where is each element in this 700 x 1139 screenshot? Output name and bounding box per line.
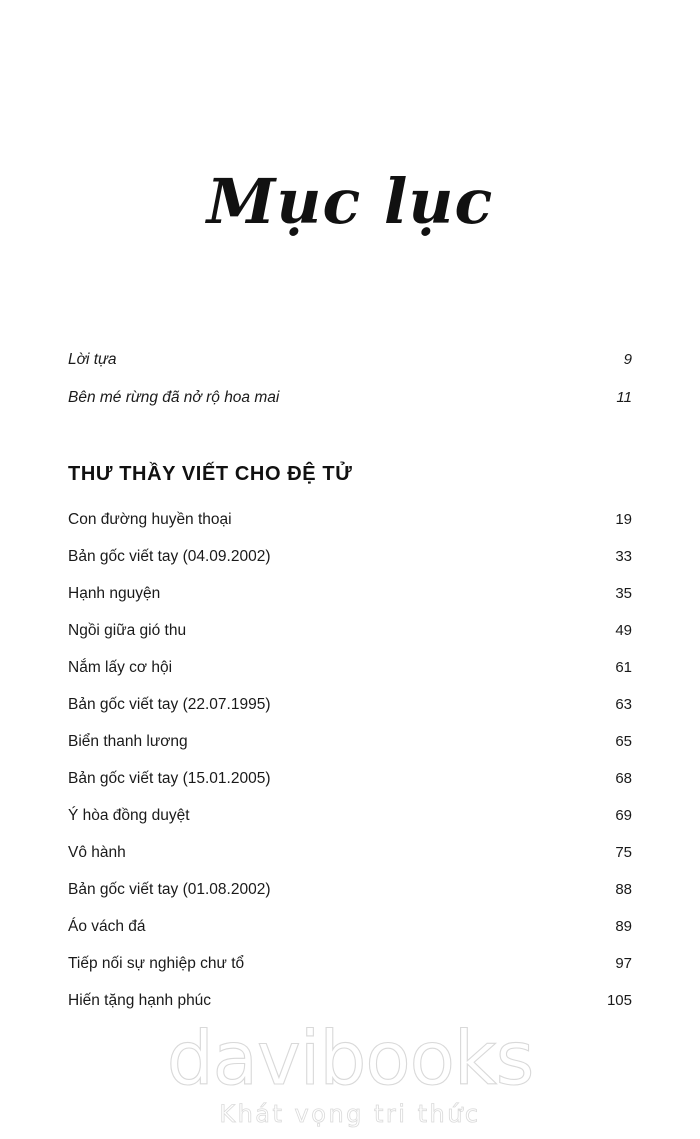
toc-entry-page: 61 (615, 659, 632, 676)
toc-entry[interactable] (68, 390, 632, 428)
toc-entry-page: 65 (615, 733, 632, 750)
section-heading: THƯ THẦY VIẾT CHO ĐỆ TỬ (68, 463, 353, 485)
toc-entry-label: Nắm lấy cơ hội (68, 659, 173, 676)
toc-entry-label: Bản gốc viết tay (04.09.2002) (68, 548, 271, 565)
toc-entry-page: 9 (623, 351, 632, 368)
toc-entry-label: Hạnh nguyện (68, 585, 161, 602)
toc-entry[interactable] (68, 352, 632, 390)
toc-entry-page: 11 (616, 388, 632, 406)
toc-entry-label: Lời tựa (68, 351, 117, 368)
watermark-tagline: Khát vọng tri thức (219, 1100, 481, 1128)
toc-entry-page: 69 (615, 807, 632, 824)
toc-entry-label: Bên mé rừng đã nở rộ hoa mai (68, 388, 280, 406)
toc-entry[interactable] (68, 697, 632, 734)
toc-entry[interactable] (68, 623, 632, 660)
toc-entry-label: Biển thanh lương (68, 733, 188, 750)
toc-entry[interactable] (68, 919, 632, 956)
toc-entry[interactable] (68, 586, 632, 623)
toc-entry-label: Hiến tặng hạnh phúc (68, 992, 212, 1009)
toc-list (68, 352, 632, 1030)
toc-entry-label: Vô hành (68, 844, 126, 861)
toc-entry[interactable] (68, 956, 632, 993)
toc-entry[interactable] (68, 845, 632, 882)
toc-entry[interactable] (68, 660, 632, 697)
toc-entry-page: 105 (606, 992, 632, 1009)
chapter-group (68, 512, 632, 1030)
toc-entry[interactable] (68, 808, 632, 845)
toc-entry-page: 97 (615, 955, 632, 972)
toc-entry-page: 33 (615, 548, 632, 565)
toc-entry-label: Bản gốc viết tay (15.01.2005) (68, 770, 271, 787)
toc-entry-page: 89 (615, 918, 632, 935)
toc-entry-label: Ngồi giữa gió thu (68, 622, 187, 639)
toc-entry-page: 88 (615, 881, 632, 898)
watermark-brand: davibooks (166, 1016, 534, 1102)
toc-entry-page: 19 (615, 511, 632, 528)
toc-entry[interactable] (68, 771, 632, 808)
toc-entry-page: 35 (615, 585, 632, 602)
toc-entry-label: Bản gốc viết tay (01.08.2002) (68, 881, 271, 898)
toc-entry-page: 49 (615, 622, 632, 639)
toc-entry-label: Ý hòa đồng duyệt (68, 807, 190, 824)
toc-entry-label: Tiếp nối sự nghiệp chư tổ (68, 955, 245, 972)
toc-entry-page: 63 (615, 696, 632, 713)
watermark (0, 1016, 700, 1128)
toc-entry[interactable] (68, 734, 632, 771)
front-matter-group (68, 352, 632, 427)
toc-entry[interactable] (68, 882, 632, 919)
toc-entry-page: 75 (615, 844, 632, 861)
toc-entry-label: Áo vách đá (68, 918, 146, 935)
toc-entry-label: Con đường huyền thoại (68, 511, 232, 528)
toc-entry-label: Bản gốc viết tay (22.07.1995) (68, 696, 271, 713)
toc-entry[interactable] (68, 549, 632, 586)
toc-entry-page: 68 (615, 770, 632, 787)
page-title: Mục lục (206, 165, 494, 238)
toc-entry[interactable] (68, 512, 632, 549)
toc-entry[interactable] (68, 993, 632, 1030)
